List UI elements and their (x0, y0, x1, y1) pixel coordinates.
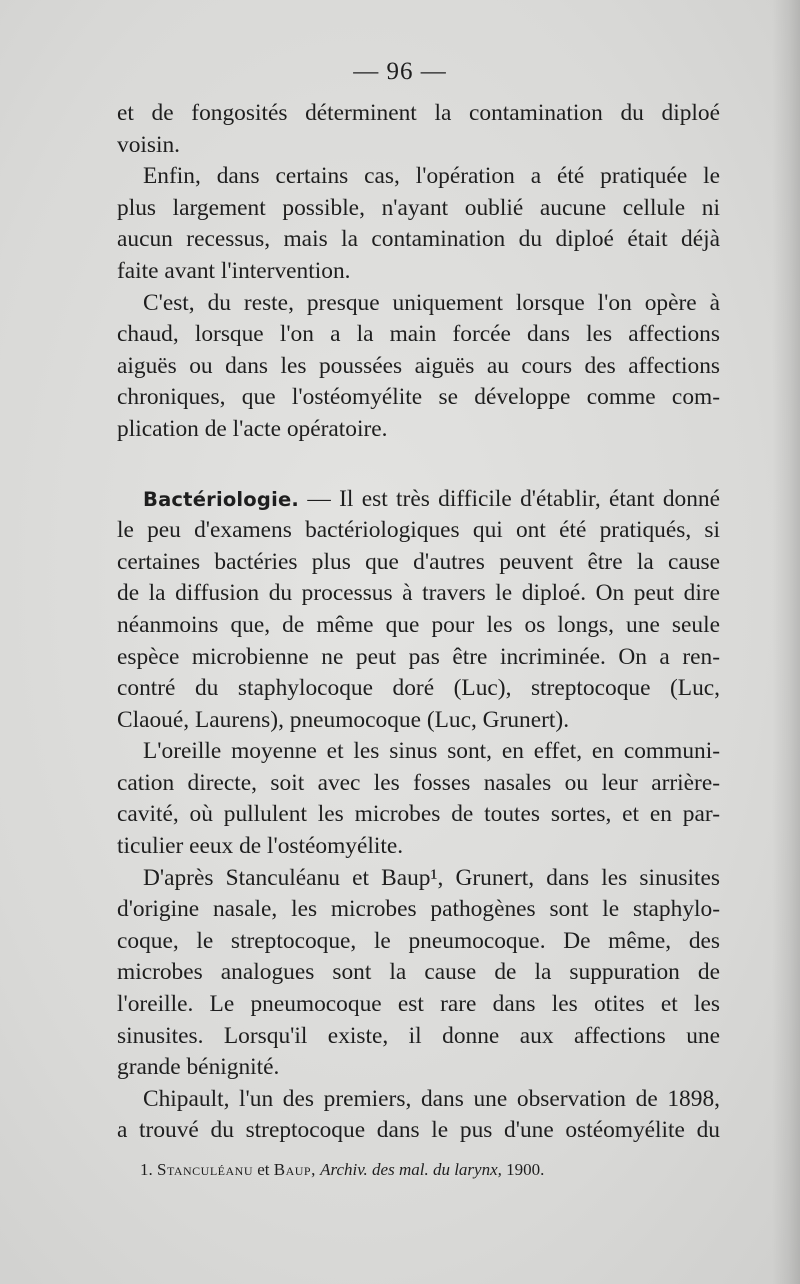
text-line: — Il est très difficile d'établir, étant donné (307, 485, 720, 512)
text-line: et de fongosités déterminent la contamination du diploé (117, 100, 720, 126)
text-line: chaud, lorsque l'on a la main forcée dans les affections (117, 321, 720, 348)
text-line: L'oreille moyenne et les sinus sont, en effet, en communi- (143, 738, 720, 765)
text-line: chroniques, que l'ostéomyélite se développe comme com- (117, 384, 720, 411)
footnote-journal: Archiv. des mal. du larynx, (320, 1160, 502, 1179)
footnote-author: Stanculéanu (157, 1160, 253, 1179)
text-line: l'oreille. Le pneumocoque est rare dans les otites et les (117, 991, 720, 1018)
text-line: sinusites. Lorsqu'il existe, il donne aux affections une (117, 1022, 720, 1049)
page-edge-shadow (772, 0, 800, 1284)
paragraph-gap (117, 446, 720, 484)
text-line: faite avant l'intervention. (117, 257, 351, 284)
text-line: plus largement possible, n'ayant oublié aucune cellule ni (117, 194, 720, 221)
text-line: voisin. (117, 131, 181, 158)
text-line: microbes analogues sont la cause de la suppuration de (117, 959, 720, 986)
section-first-line (117, 484, 720, 516)
text-line: C'est, du reste, presque uniquement lorsque l'on opère à (143, 289, 720, 316)
text-line: le peu d'examens bactériologiques qui ont été pratiqués, si (117, 517, 720, 544)
text-line: grande bénignité. (117, 1054, 280, 1081)
text-line: aucun recessus, mais la contamination du diploé était déjà (117, 226, 720, 253)
body-text (117, 98, 720, 1147)
text-line: a trouvé du streptocoque dans le pus d'une ostéomyélite du (117, 1117, 720, 1144)
text-line: Chipault, l'un des premiers, dans une observation de 1898, (143, 1085, 720, 1112)
text-line: Claoué, Laurens), pneumocoque (Luc, Grunert). (117, 706, 570, 733)
footnote (140, 1160, 544, 1180)
text-line: ticulier eeux de l'ostéomyélite. (117, 833, 404, 860)
footnote-year: 1900. (506, 1160, 545, 1179)
text-line: contré du staphylocoque doré (Luc), streptocoque (Luc, (117, 675, 720, 702)
text-line: coque, le streptocoque, le pneumocoque. De même, des (117, 927, 720, 954)
page-number: — 96 — (353, 58, 447, 85)
section-heading: Bactériologie. (143, 487, 299, 511)
text-line: aiguës ou dans les poussées aiguës au cours des affections (117, 352, 720, 379)
text-line: de la diffusion du processus à travers le diploé. On peut dire (117, 580, 720, 607)
text-line: D'après Stanculéanu et Baup¹, Grunert, dans les sinusites (143, 864, 720, 891)
text-line: espèce microbienne ne peut pas être incriminée. On a ren- (117, 643, 720, 670)
text-line: certaines bactéries plus que d'autres peuvent être la cause (117, 548, 720, 575)
text-line: Enfin, dans certains cas, l'opération a été pratiquée le (143, 163, 720, 190)
text-line: néanmoins que, de même que pour les os longs, une seule (117, 611, 720, 638)
text-line: d'origine nasale, les microbes pathogènes sont le staphylo- (117, 896, 720, 923)
footnote-marker: 1. (140, 1160, 153, 1179)
footnote-connector: et (257, 1160, 270, 1179)
text-line: cavité, où pullulent les microbes de toutes sortes, et en par- (117, 801, 720, 828)
text-line: cation directe, soit avec les fosses nasales ou leur arrière- (117, 769, 720, 796)
footnote-author-2: Baup, (273, 1160, 316, 1179)
text-line: plication de l'acte opératoire. (117, 415, 388, 442)
